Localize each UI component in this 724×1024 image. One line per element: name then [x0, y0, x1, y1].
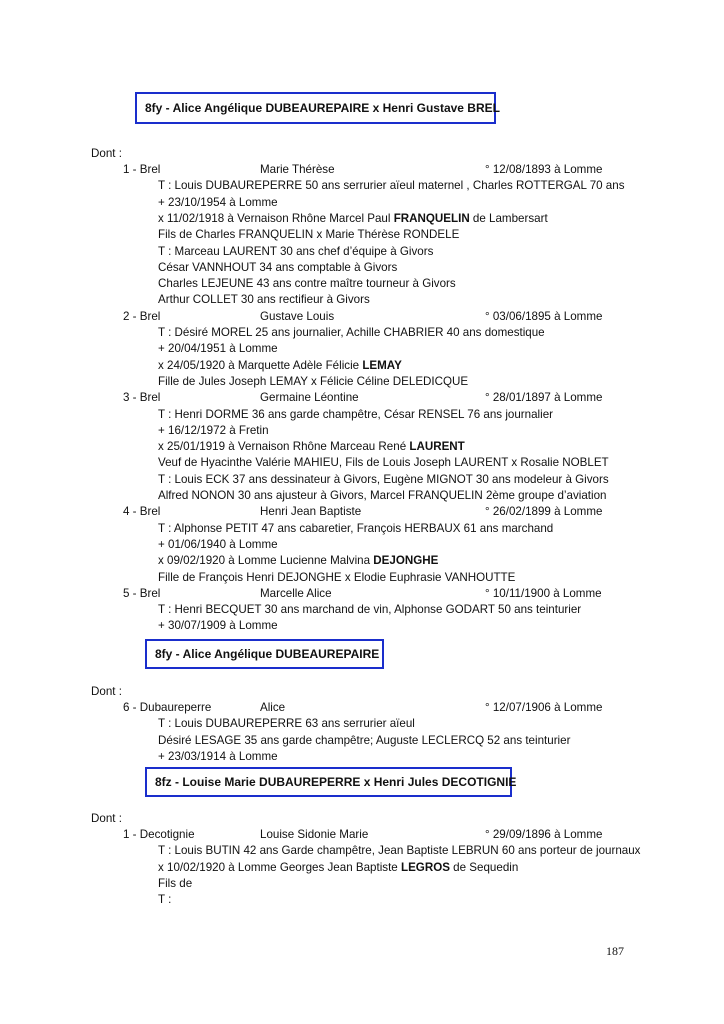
- detail-line: [158, 213, 548, 225]
- child-given-names: Henri Jean Baptiste: [260, 505, 362, 519]
- child-birth: ° 10/11/1900 à Lomme: [485, 586, 602, 600]
- detail-line: T : Louis DUBAUREPERRE 63 ans serrurier aïeul: [158, 717, 415, 731]
- child-given-names: Alice: [260, 701, 286, 714]
- detail-line: + 23/03/1914 à Lomme: [158, 749, 278, 763]
- detail-line: Charles LEJEUNE 43 ans contre maître tourneur à Givors: [158, 277, 456, 291]
- child-number: 1 - Brel: [123, 163, 161, 176]
- child-birth: ° 03/06/1895 à Lomme: [485, 309, 603, 323]
- detail-line: T : Louis ECK 37 ans dessinateur à Givors, Eugène MIGNOT 30 ans modeleur à Givors: [158, 472, 609, 486]
- spouse-surname: LAURENT: [409, 440, 465, 454]
- spouse-surname: LEMAY: [362, 358, 402, 372]
- detail-text: x 24/05/1920 à Marquette Adèle Félicie: [158, 358, 363, 372]
- dont-label: Dont :: [91, 685, 122, 698]
- detail-line: T : Henri DORME 36 ans garde champêtre, César RENSEL 76 ans journalier: [158, 407, 554, 421]
- detail-text: x 25/01/1919 à Vernaison Rhône Marceau René: [158, 440, 410, 454]
- page-number: 187: [606, 944, 624, 958]
- detail-line: Désiré LESAGE 35 ans garde champêtre; Auguste LECLERCQ 52 ans teinturier: [158, 733, 571, 747]
- child-given-names: Gustave Louis: [260, 309, 335, 323]
- child-birth: ° 29/09/1896 à Lomme: [485, 828, 603, 841]
- child-birth: ° 12/07/1906 à Lomme: [485, 701, 603, 714]
- child-birth: ° 26/02/1899 à Lomme: [485, 505, 603, 519]
- detail-line: Fille de François Henri DEJONGHE x Elodie Euphrasie VANHOUTTE: [158, 570, 516, 584]
- detail-line: T : Alphonse PETIT 47 ans cabaretier, François HERBAUX 61 ans marchand: [158, 521, 554, 535]
- section-title-box: 8fy - Alice Angélique DUBEAUREPAIRE: [145, 639, 384, 669]
- detail-line: Fils de: [158, 876, 193, 890]
- detail-line: Fille de Jules Joseph LEMAY x Félicie Céline DELEDICQUE: [158, 374, 469, 388]
- dont-label: Dont :: [91, 812, 122, 825]
- spouse-surname: DEJONGHE: [373, 554, 439, 568]
- detail-line: T : Louis BUTIN 42 ans Garde champêtre, Jean Baptiste LEBRUN 60 ans porteur de journaux: [158, 844, 641, 858]
- child-birth: ° 12/08/1893 à Lomme: [485, 163, 603, 176]
- detail-line: Veuf de Hyacinthe Valérie MAHIEU, Fils de Louis Joseph LAURENT x Rosalie NOBLET: [158, 456, 609, 470]
- spouse-surname: FRANQUELIN: [393, 211, 470, 225]
- child-number: 2 - Brel: [123, 309, 161, 323]
- child-given-names: Marie Thérèse: [260, 163, 335, 176]
- section-title-box: 8fy - Alice Angélique DUBEAUREPAIRE x Henri Gustave BREL: [135, 92, 496, 124]
- detail-text: x 11/02/1918 à Vernaison Rhône Marcel Paul: [158, 211, 394, 225]
- detail-line: + 01/06/1940 à Lomme: [158, 537, 278, 551]
- detail-line: T : Désiré MOREL 25 ans journalier, Achille CHABRIER 40 ans domestique: [158, 326, 545, 339]
- child-number: 6 - Dubaureperre: [123, 701, 212, 714]
- detail-line: [158, 441, 465, 453]
- child-number: 1 - Decotignie: [123, 828, 195, 841]
- detail-line: T : Louis DUBAUREPERRE 50 ans serrurier aïeul maternel , Charles ROTTERGAL 70 ans: [158, 179, 625, 193]
- detail-line: + 16/12/1972 à Fretin: [158, 423, 269, 437]
- child-given-names: Louise Sidonie Marie: [260, 828, 369, 841]
- detail-line: + 30/07/1909 à Lomme: [158, 619, 278, 633]
- detail-text: de Sequedin: [449, 860, 519, 874]
- detail-line: [158, 555, 438, 567]
- detail-line: César VANNHOUT 34 ans comptable à Givors: [158, 260, 398, 274]
- detail-line: Arthur COLLET 30 ans rectifieur à Givors: [158, 293, 370, 307]
- detail-text: de Lambersart: [469, 211, 548, 225]
- detail-line: + 20/04/1951 à Lomme: [158, 342, 278, 356]
- child-number: 3 - Brel: [123, 391, 161, 405]
- child-given-names: Marcelle Alice: [260, 586, 332, 600]
- detail-line: T : Marceau LAURENT 30 ans chef d’équipe à Givors: [158, 244, 434, 258]
- detail-line: [158, 862, 518, 874]
- section-title-box: 8fz - Louise Marie DUBAUREPERRE x Henri Jules DECOTIGNIE: [145, 767, 512, 797]
- dont-label: Dont :: [91, 147, 122, 160]
- detail-line: Alfred NONON 30 ans ajusteur à Givors, Marcel FRANQUELIN 2ème groupe d’aviation: [158, 489, 607, 502]
- detail-line: + 23/10/1954 à Lomme: [158, 195, 278, 209]
- spouse-surname: LEGROS: [400, 860, 450, 874]
- detail-line: T :: [158, 893, 172, 907]
- child-number: 4 - Brel: [123, 505, 161, 519]
- detail-line: Fils de Charles FRANQUELIN x Marie Thérèse RONDELE: [158, 228, 460, 242]
- detail-line: [158, 360, 402, 372]
- detail-text: x 09/02/1920 à Lomme Lucienne Malvina: [158, 554, 374, 568]
- child-number: 5 - Brel: [123, 586, 161, 600]
- child-birth: ° 28/01/1897 à Lomme: [485, 391, 603, 405]
- detail-line: T : Henri BECQUET 30 ans marchand de vin, Alphonse GODART 50 ans teinturier: [158, 603, 582, 617]
- child-given-names: Germaine Léontine: [260, 391, 359, 405]
- detail-text: x 10/02/1920 à Lomme Georges Jean Baptiste: [158, 860, 401, 874]
